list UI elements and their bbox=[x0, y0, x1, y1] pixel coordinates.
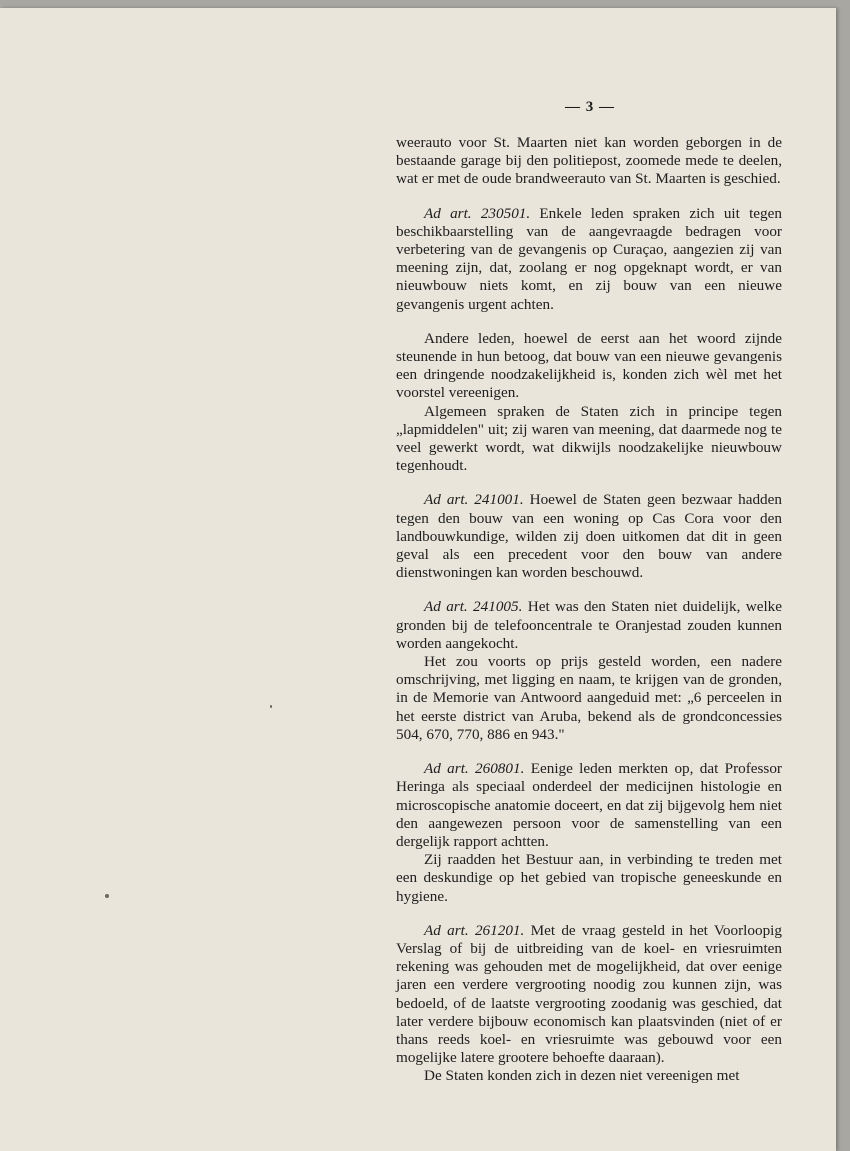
article-reference: Ad art. 260801. bbox=[424, 760, 525, 778]
paragraph-general-view: Algemeen spraken de Staten zich in principe tegen „lapmiddelen" uit; zij waren van meening, dat daarmede nog te veel gewerkt wordt, wat dikwijls noodzakelijke nieuwbouw tegenhoudt. bbox=[396, 402, 782, 475]
paragraph-art-230501: Ad art. 230501. Enkele leden spraken zich uit tegen beschikbaarstelling van de aangevraagde bedragen voor verbetering van de gevangenis op Curaçao, aangezien zij van meening zijn, dat, zoolang er nog opgeknapt wordt, er van nieuwbouw niets komt, en zij bouw van een nieuwe gevangenis urgent achten. bbox=[396, 204, 782, 313]
paragraph-closing: De Staten konden zich in dezen niet vereenigen met bbox=[424, 1067, 740, 1085]
paragraph-continuation: weerauto voor St. Maarten niet kan worden geborgen in de bestaande garage bij den politiepost, zoomede mede te deelen, wat er met de oude brandweerauto van St. Maarten is geschied. bbox=[396, 134, 782, 188]
paragraph-other-members: Andere leden, hoewel de eerst aan het woord zijnde steunende in hun betoog, dat bouw van een nieuwe gevangenis een dringende noodzakelijkheid is, konden zich wèl met het voorstel vereenigen. bbox=[396, 329, 782, 402]
scan-speck bbox=[105, 894, 109, 898]
paragraph-grounds-description: Het zou voorts op prijs gesteld worden, een nadere omschrijving, met ligging en naam, te krijgen van de gronden, in de Memorie van Antwoord aangeduid met: „6 perceelen in het eerste district van Aruba, bekend als de grondconcessies 504, 670, 770, 886 en 943." bbox=[396, 653, 782, 743]
body-text bbox=[396, 134, 782, 1086]
paragraph-art-241001: Ad art. 241001. Hoewel de Staten geen bezwaar hadden tegen den bouw van een woning op Cas Cora voor den landbouwkundige, wilden zij doen uitkomen dat dit in geen geval als een precedent voor den bouw van andere dienstwoningen kan worden beschouwd. bbox=[396, 491, 782, 582]
paragraph-art-261201: Ad art. 261201. Met de vraag gesteld in het Voorloopig Verslag of bij de uitbreiding van de koel- en vriesruimten rekening was gehouden met de mogelijkheid, dat over eenige jaren een verdere vergrooting noodig zou kunnen zijn, was bedoeld, of de laatste vergrooting zoodanig was geschied, dat later verdere bijbouw economisch kan plaatsvinden (niet of er thans reeds koel- en vriesruimte was gebouwd voor een mogelijke latere grootere behoefte daaraan). bbox=[396, 921, 782, 1067]
paragraph-advice-board: Zij raadden het Bestuur aan, in verbinding te treden met een deskundige op het gebied van tropische geneeskunde en hygiene. bbox=[396, 851, 782, 905]
article-reference: Ad art. 241005. bbox=[424, 598, 523, 616]
document-page bbox=[0, 8, 836, 1151]
article-reference: Ad art. 261201. bbox=[424, 921, 525, 939]
article-reference: Ad art. 230501. bbox=[424, 204, 531, 222]
page-number: — 3 — bbox=[565, 99, 615, 115]
paragraph-art-260801: Ad art. 260801. Eenige leden merkten op, dat Professor Heringa als speciaal onderdeel der medicijnen histologie en microscopische anatomie doceert, en dat zij bijgevolg hem niet den aangewezen persoon voor de samenstelling van een dergelijk rapport achtten. bbox=[396, 760, 782, 850]
paragraph-art-241005: Ad art. 241005. Het was den Staten niet duidelijk, welke gronden bij de telefooncentrale te Oranjestad zouden kunnen worden aangekocht. bbox=[396, 598, 782, 652]
scan-speck bbox=[270, 705, 272, 708]
article-reference: Ad art. 241001. bbox=[424, 491, 524, 509]
